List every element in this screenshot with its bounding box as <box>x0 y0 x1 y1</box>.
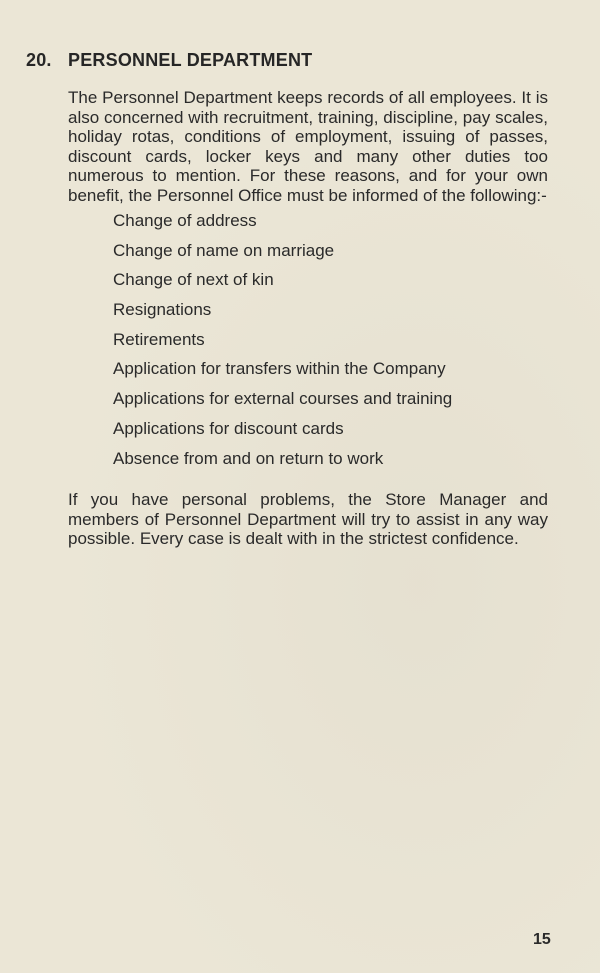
intro-paragraph: The Personnel Department keeps records of all employees. It is also concerned with recruitment, training, discipline, pay scales, holiday rotas, conditions of employment, issuing of passes, discount cards, locker keys and many other duties too numerous to mention. For these reasons, and for your own benefit, the Personnel Office must be informed of the following:- <box>68 88 548 205</box>
section-title: PERSONNEL DEPARTMENT <box>68 50 313 71</box>
closing-paragraph: If you have personal problems, the Store Manager and members of Personnel Department will try to assist in any way possible. Every case is dealt with in the strictest confidence. <box>68 490 548 548</box>
list-item: Resignations <box>113 300 212 320</box>
page-number: 15 <box>533 931 551 948</box>
list-item: Retirements <box>113 329 205 349</box>
list-item: Absence from and on return to work <box>113 448 384 468</box>
list-item: Change of name on marriage <box>113 240 335 260</box>
list-item: Change of next of kin <box>113 270 274 290</box>
section-number: 20. <box>26 50 52 71</box>
list-item: Applications for external courses and training <box>113 389 453 409</box>
list-item: Change of address <box>113 211 257 230</box>
list-item: Application for transfers within the Company <box>113 359 446 379</box>
notification-list <box>113 206 452 473</box>
list-item: Applications for discount cards <box>113 418 344 438</box>
section-heading <box>26 50 312 71</box>
